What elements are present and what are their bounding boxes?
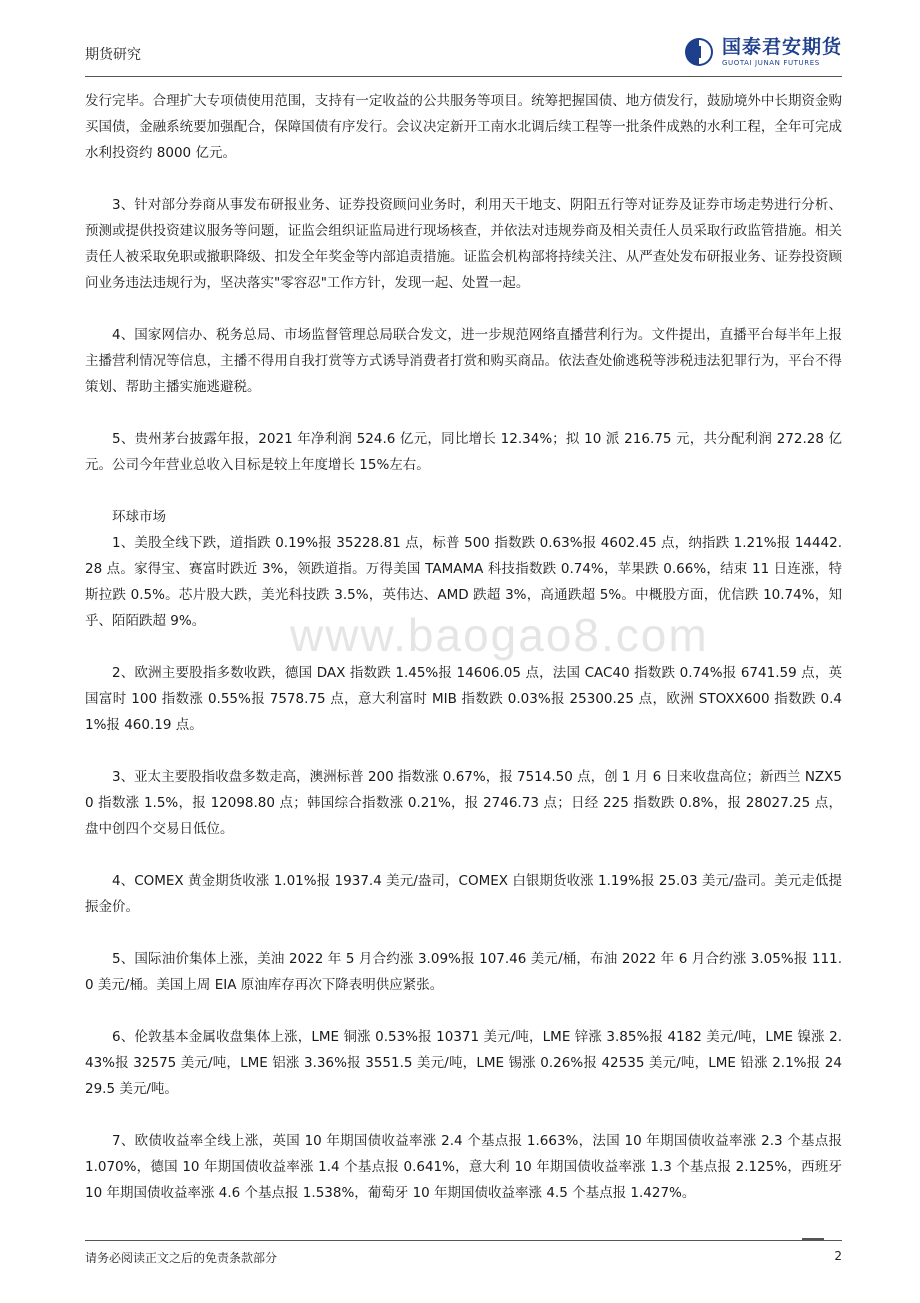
domestic-item-4: 4、国家网信办、税务总局、市场监督管理总局联合发文，进一步规范网络直播营利行为。文件提出，直播平台每半年上报主播营利情况等信息，主播不得用自我打赏等方式诱导消费者打赏和购买商品。依法查处偷逃税等涉税违法犯罪行为，平台不得策划、帮助主播实施逃避税。 (85, 327, 842, 395)
global-item-4: 4、COMEX 黄金期货收涨 1.01%报 1937.4 美元/盎司，COMEX 白银期货收涨 1.19%报 25.03 美元/盎司。美元走低提振金价。 (85, 873, 842, 915)
disclaimer-notice: 请务必阅读正文之后的免责条款部分 (85, 1251, 278, 1265)
page-header (85, 30, 842, 77)
document-body (85, 88, 842, 1232)
section-label: 期货研究 (85, 47, 141, 63)
logo-chinese-name: 国泰君安期货 (721, 36, 842, 58)
intro-paragraph: 发行完毕。合理扩大专项债使用范围，支持有一定收益的公共服务等项目。统筹把握国债、地方债发行，鼓励境外中长期资金购买国债，金融系统要加强配合，保障国债有序发行。会议决定新开工南水北调后续工程等一批条件成熟的水利工程，全年可完成水利投资约 8000 亿元。 (85, 93, 842, 161)
watermark: www.baogao8.com (290, 609, 709, 661)
logo-english-name: GUOTAI JUNAN FUTURES (721, 59, 820, 67)
domestic-item-3: 3、针对部分券商从事发布研报业务、证券投资顾问业务时，利用天干地支、阴阳五行等对证券及证券市场走势进行分析、预测或提供投资建议服务等问题，证监会组织证监局进行现场核查，并依法对违规券商及相关责任人员采取行政监管措施。相关责任人被采取免职或撤职降级、扣发全年奖金等内部追责措施。证监会机构部将持续关注、从严查处发布研报业务、证券投资顾问业务违法违规行为，坚决落实"零容忍"工作方针，发现一起、处置一起。 (85, 197, 842, 291)
footer-divider-mark (802, 1238, 824, 1241)
global-item-7: 7、欧债收益率全线上涨，英国 10 年期国债收益率涨 2.4 个基点报 1.663%，法国 10 年期国债收益率涨 2.3 个基点报 1.070%，德国 10 年期国债收益率涨 1.4 个基点报 0.641%，意大利 10 年期国债收益率涨 1.3 个基点报 2.125%，西班牙 10 年期国债收益率涨 4.6 个基点报 1.538%，葡萄牙 10 年期国债收益率涨 4.5 个基点报 1.427%。 (85, 1133, 842, 1201)
company-logo (684, 34, 842, 70)
global-item-6: 6、伦敦基本金属收盘集体上涨，LME 铜涨 0.53%报 10371 美元/吨，LME 锌涨 3.85%报 4182 美元/吨，LME 镍涨 2.43%报 32575 美元/吨，LME 铝涨 3.36%报 3551.5 美元/吨，LME 锡涨 0.26%报 42535 美元/吨，LME 铅涨 2.1%报 2429.5 美元/吨。 (85, 1029, 842, 1097)
global-item-5: 5、国际油价集体上涨，美油 2022 年 5 月合约涨 3.09%报 107.46 美元/桶，布油 2022 年 6 月合约涨 3.05%报 111.0 美元/桶。美国上周 EIA 原油库存再次下降表明供应紧张。 (85, 951, 842, 993)
page-footer (85, 1240, 842, 1271)
domestic-item-5: 5、贵州茅台披露年报，2021 年净利润 524.6 亿元，同比增长 12.34%；拟 10 派 216.75 元，共分配利润 272.28 亿元。公司今年营业总收入目标是较上年度增长 15%左右。 (85, 431, 842, 473)
logo-icon (684, 37, 714, 67)
global-item-2: 2、欧洲主要股指多数收跌，德国 DAX 指数跌 1.45%报 14606.05 点，法国 CAC40 指数跌 0.74%报 6741.59 点，英国富时 100 指数涨 0.55%报 7578.75 点，意大利富时 MIB 指数跌 0.03%报 25300.25 点，欧洲 STOXX600 指数跌 0.41%报 460.19 点。 (85, 665, 842, 733)
global-market-heading: 环球市场 (112, 509, 166, 525)
global-item-3: 3、亚太主要股指收盘多数走高，澳洲标普 200 指数涨 0.67%，报 7514.50 点，创 1 月 6 日来收盘高位；新西兰 NZX50 指数涨 1.5%，报 12098.80 点；韩国综合指数涨 0.21%，报 2746.73 点；日经 225 指数跌 0.8%，报 28027.25 点，盘中创四个交易日低位。 (85, 769, 842, 837)
global-item-1: 1、美股全线下跌，道指跌 0.19%报 35228.81 点，标普 500 指数跌 0.63%报 4602.45 点，纳指跌 1.21%报 14442.28 点。家得宝、赛富时跌近 3%，领跌道指。万得美国 TAMAMA 科技指数跌 0.74%，苹果跌 0.66%，结束 11 日连涨，特斯拉跌 0.5%。芯片股大跌，美光科技跌 3.5%，英伟达、AMD 跌超 3%，高通跌超 5%。中概股方面，优信跌 10.74%，知乎、陌陌跌超 9%。 (85, 535, 842, 629)
page-number: 2 (834, 1249, 842, 1263)
